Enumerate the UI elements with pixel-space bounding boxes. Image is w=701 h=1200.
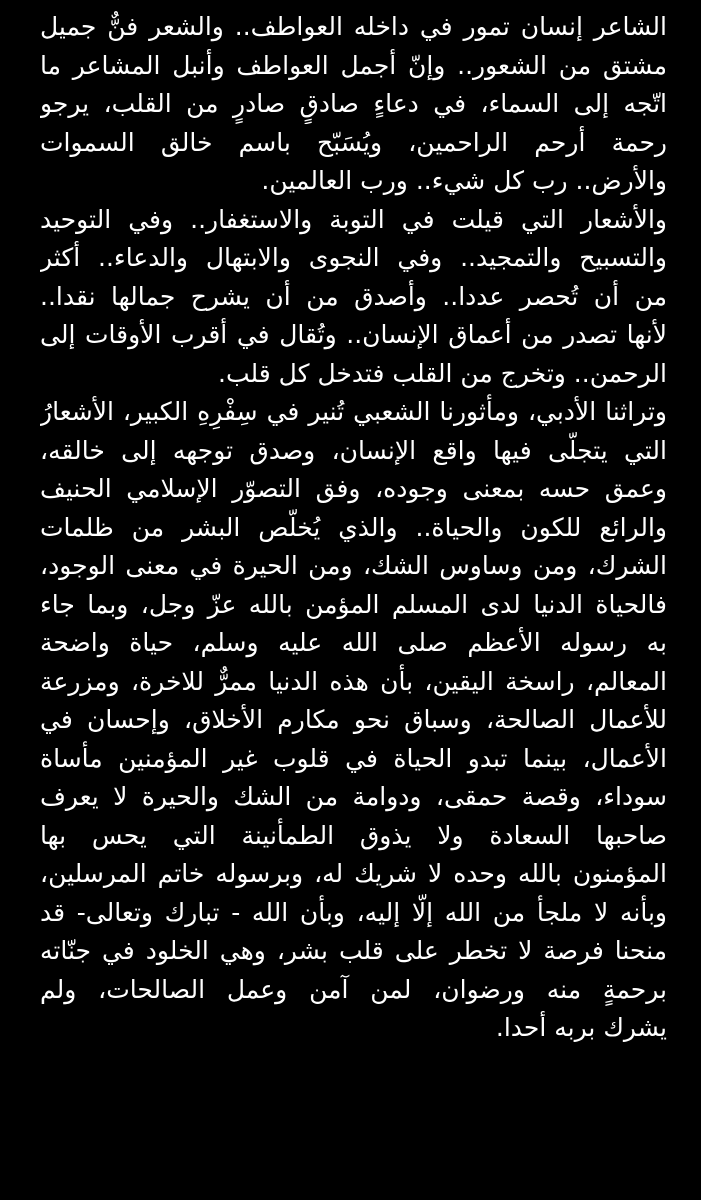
text-line: اتّجه إلى السماء، في دعاءٍ صادقٍ صادرٍ من القلب، يرجو [40, 89, 667, 118]
text-line: التي يتجلّى فيها واقع الإنسان، وصدق توجهه إلى خالقه، [40, 435, 667, 465]
text-line: به رسوله الأعظم صلى الله عليه وسلم، حياة واضحة [40, 628, 667, 657]
text-line: سوداء، وقصة حمقى، ودوامة من الشك والحيرة لا يعرف [40, 782, 667, 811]
text-line: الرحمن.. وتخرج من القلب فتدخل كل قلب. [218, 358, 667, 388]
text-line: يشرك بربه أحدا. [495, 1013, 667, 1042]
text-line: الشاعر إنسان تمور في داخله العواطف.. والشعر فنٌّ جميل [40, 12, 667, 41]
text-line: للأعمال الصالحة، وسباق نحو مكارم الأخلاق، وإحسان في [40, 705, 667, 734]
text-line: والتسبيح والتمجيد.. وفي النجوى والابتهال والدعاء.. أكثر [40, 243, 667, 272]
text-line: الأعمال، بينما تبدو الحياة في قلوب غير المؤمنين مأساة [40, 743, 667, 773]
text-line: رحمة أرحم الراحمين، ويُسَبّح باسم خالق السموات [40, 127, 667, 157]
text-line: والأشعار التي قيلت في التوبة والاستغفار.. وفي التوحيد [40, 204, 667, 234]
text-line: من أن تُحصر عددا.. وأصدق من أن يشرح جمالها نقدا.. [40, 281, 667, 311]
text-line: المعالم، راسخة اليقين، بأن هذه الدنيا ممرٌّ للاخرة، ومزرعة [40, 666, 667, 696]
text-line: الشرك، ومن وساوس الشك، ومن الحيرة في معنى الوجود، [40, 551, 667, 580]
text-line: منحنا فرصة لا تخطر على قلب بشر، وهي الخلود في جنّاته [40, 936, 667, 965]
text-line: المؤمنون بالله وحده لا شريك له، وبرسوله خاتم المرسلين، [40, 859, 667, 888]
text-line: مشتق من الشعور.. وإنّ أجمل العواطف وأنبل المشاعر ما [40, 50, 667, 80]
text-line: وبأنه لا ملجأ من الله إلّا إليه، وبأن الله - تبارك وتعالى- قد [40, 897, 667, 927]
text-line: وتراثنا الأدبي، ومأثورنا الشعبي تُنير في سِفْرِهِ الكبير، الأشعارُ [40, 397, 667, 426]
text-line: برحمةٍ منه ورضوان، لمن آمن وعمل الصالحات، ولم [40, 974, 667, 1004]
text-line: وعمق حسه بمعنى وجوده، وفق التصوّر الإسلامي الحنيف [40, 474, 667, 503]
text-line: والرائع للكون والحياة.. والذي يُخلّص البشر من ظلمات [40, 512, 667, 542]
text-line: والأرض.. رب كل شيء.. ورب العالمين. [261, 166, 667, 195]
text-line: لأنها تصدر من أعماق الإنسان.. وتُقال في أقرب الأوقات إلى [40, 320, 667, 349]
text-line: صاحبها السعادة ولا يذوق الطمأنينة التي يحس بها [40, 820, 667, 850]
text-line: فالحياة الدنيا لدى المسلم المؤمن بالله عزّ وجل، وبما جاء [40, 589, 667, 619]
